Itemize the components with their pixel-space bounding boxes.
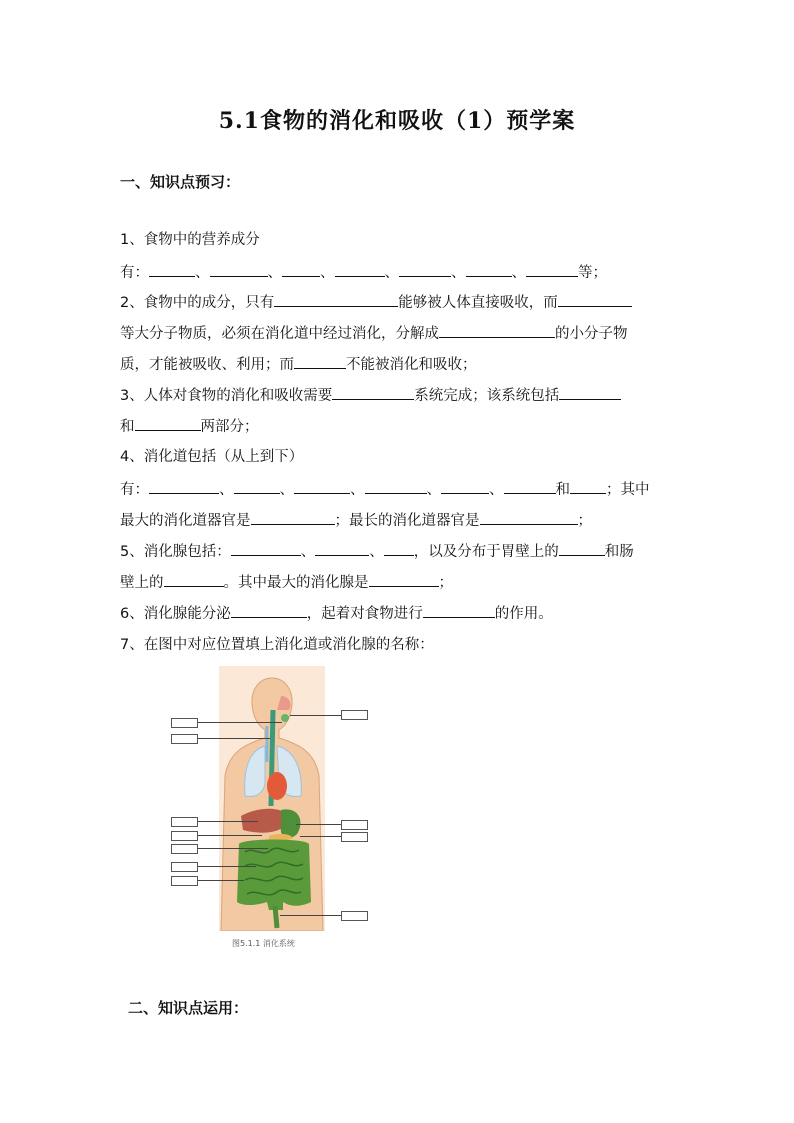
leader-line bbox=[198, 835, 262, 836]
answer-blank[interactable] bbox=[149, 262, 195, 277]
question-text: 系统完成；该系统包括 bbox=[414, 388, 560, 404]
separator: 、 bbox=[369, 544, 384, 560]
question-text: 和 bbox=[555, 482, 570, 498]
question-text: 能够被人体直接吸收，而 bbox=[398, 295, 558, 311]
label-box-9[interactable] bbox=[171, 862, 198, 872]
label-box-3[interactable] bbox=[341, 710, 368, 720]
leader-line bbox=[198, 880, 244, 881]
answer-blank[interactable] bbox=[441, 479, 489, 494]
label-box-8[interactable] bbox=[341, 832, 368, 842]
question-text: ； bbox=[438, 575, 453, 591]
section-heading-application: 二、知识点运用： bbox=[128, 999, 249, 1017]
digestive-system-figure bbox=[219, 666, 325, 931]
answer-blank[interactable] bbox=[466, 262, 512, 277]
question-6-line bbox=[120, 603, 553, 624]
question-text: 6、消化腺能分泌 bbox=[120, 606, 231, 622]
question-text: 3、人体对食物的消化和吸收需要 bbox=[120, 388, 333, 404]
question-4-line-3 bbox=[120, 510, 592, 531]
question-4-heading: 4、消化道包括（从上到下） bbox=[120, 449, 304, 465]
leader-line bbox=[280, 915, 341, 916]
label-box-11[interactable] bbox=[341, 911, 368, 921]
question-2-line-2 bbox=[120, 323, 628, 344]
answer-blank[interactable] bbox=[164, 572, 224, 587]
answer-blank[interactable] bbox=[231, 541, 301, 556]
question-text: 和 bbox=[120, 419, 135, 435]
leader-line bbox=[198, 722, 282, 723]
digestive-system-illustration bbox=[219, 666, 325, 931]
answer-blank[interactable] bbox=[315, 541, 369, 556]
question-text: 质，才能被吸收、利用；而 bbox=[120, 357, 294, 373]
answer-blank[interactable] bbox=[365, 479, 427, 494]
question-2-line-1 bbox=[120, 292, 632, 313]
label-box-7[interactable] bbox=[341, 820, 368, 830]
prefix-text: 有： bbox=[120, 265, 149, 281]
separator: 、 bbox=[426, 482, 441, 498]
question-text: 2、食物中的成分，只有 bbox=[120, 295, 275, 311]
answer-blank[interactable] bbox=[282, 262, 320, 277]
question-text: 不能被消化和吸收； bbox=[346, 357, 477, 373]
answer-blank[interactable] bbox=[234, 479, 280, 494]
answer-blank[interactable] bbox=[570, 479, 606, 494]
separator: 、 bbox=[195, 265, 210, 281]
leader-line bbox=[300, 836, 341, 837]
label-box-2[interactable] bbox=[171, 734, 198, 744]
question-text: 等大分子物质，必须在消化道中经过消化，分解成 bbox=[120, 326, 439, 342]
question-text: 最大的消化道器官是 bbox=[120, 513, 251, 529]
question-text: 。其中最大的消化腺是 bbox=[223, 575, 369, 591]
question-text: ，起着对食物进行 bbox=[306, 606, 423, 622]
figure-caption: 图5.1.1 消化系统 bbox=[232, 939, 295, 948]
separator: 、 bbox=[511, 265, 526, 281]
question-7-line: 7、在图中对应位置填上消化道或消化腺的名称： bbox=[120, 637, 434, 653]
question-text: ，以及分布于胃壁上的 bbox=[413, 544, 559, 560]
question-text: 的小分子物 bbox=[555, 326, 628, 342]
question-5-line-2 bbox=[120, 572, 453, 593]
leader-line bbox=[198, 738, 270, 739]
leader-line bbox=[296, 824, 341, 825]
question-text: 两部分； bbox=[200, 419, 259, 435]
answer-blank[interactable] bbox=[251, 510, 335, 525]
page-title: 5.1食物的消化和吸收（1）预学案 bbox=[218, 108, 576, 134]
question-text: ； bbox=[577, 513, 592, 529]
answer-blank[interactable] bbox=[559, 385, 621, 400]
answer-blank[interactable] bbox=[439, 323, 555, 338]
question-text: 和肠 bbox=[604, 544, 634, 560]
prefix-text: 有： bbox=[120, 482, 149, 498]
answer-blank[interactable] bbox=[384, 541, 414, 556]
question-3-line-1 bbox=[120, 385, 621, 406]
question-1-answer-line bbox=[120, 262, 607, 283]
separator: 、 bbox=[384, 265, 399, 281]
question-5-line-1 bbox=[120, 541, 634, 562]
separator: 、 bbox=[350, 482, 365, 498]
question-1-heading: 1、食物中的营养成分 bbox=[120, 232, 260, 248]
answer-blank[interactable] bbox=[210, 262, 268, 277]
separator: 、 bbox=[489, 482, 504, 498]
answer-blank[interactable] bbox=[558, 292, 632, 307]
answer-blank[interactable] bbox=[135, 416, 201, 431]
separator: 、 bbox=[219, 482, 234, 498]
separator: 、 bbox=[300, 544, 316, 560]
answer-blank[interactable] bbox=[231, 603, 307, 618]
question-4-answer-line bbox=[120, 479, 650, 500]
section-heading-preview: 一、知识点预习： bbox=[120, 173, 241, 191]
answer-blank[interactable] bbox=[559, 541, 605, 556]
separator: 、 bbox=[320, 265, 335, 281]
answer-blank[interactable] bbox=[294, 479, 350, 494]
answer-blank[interactable] bbox=[335, 262, 385, 277]
question-3-line-2 bbox=[120, 416, 259, 437]
answer-blank[interactable] bbox=[526, 262, 578, 277]
answer-blank[interactable] bbox=[504, 479, 556, 494]
label-box-5[interactable] bbox=[171, 831, 198, 841]
leader-line bbox=[198, 821, 258, 822]
separator: 、 bbox=[267, 265, 282, 281]
leader-line bbox=[198, 866, 256, 867]
answer-blank[interactable] bbox=[369, 572, 439, 587]
question-text: 的作用。 bbox=[494, 606, 553, 622]
answer-blank[interactable] bbox=[423, 603, 495, 618]
suffix-text: 等； bbox=[578, 265, 607, 281]
answer-blank[interactable] bbox=[332, 385, 414, 400]
label-box-6[interactable] bbox=[171, 844, 198, 854]
label-box-1[interactable] bbox=[171, 718, 198, 728]
answer-blank[interactable] bbox=[274, 292, 398, 307]
answer-blank[interactable] bbox=[480, 510, 578, 525]
answer-blank[interactable] bbox=[399, 262, 451, 277]
label-box-10[interactable] bbox=[171, 876, 198, 886]
question-text: ；最长的消化道器官是 bbox=[334, 513, 480, 529]
question-text: ；其中 bbox=[606, 482, 650, 498]
separator: 、 bbox=[451, 265, 466, 281]
question-text: 5、消化腺包括： bbox=[120, 544, 231, 560]
question-2-line-3 bbox=[120, 354, 477, 375]
answer-blank[interactable] bbox=[294, 354, 346, 369]
answer-blank[interactable] bbox=[149, 479, 219, 494]
label-box-4[interactable] bbox=[171, 817, 198, 827]
question-text: 壁上的 bbox=[120, 575, 164, 591]
leader-line bbox=[198, 848, 268, 849]
leader-line bbox=[290, 715, 341, 716]
separator: 、 bbox=[279, 482, 294, 498]
